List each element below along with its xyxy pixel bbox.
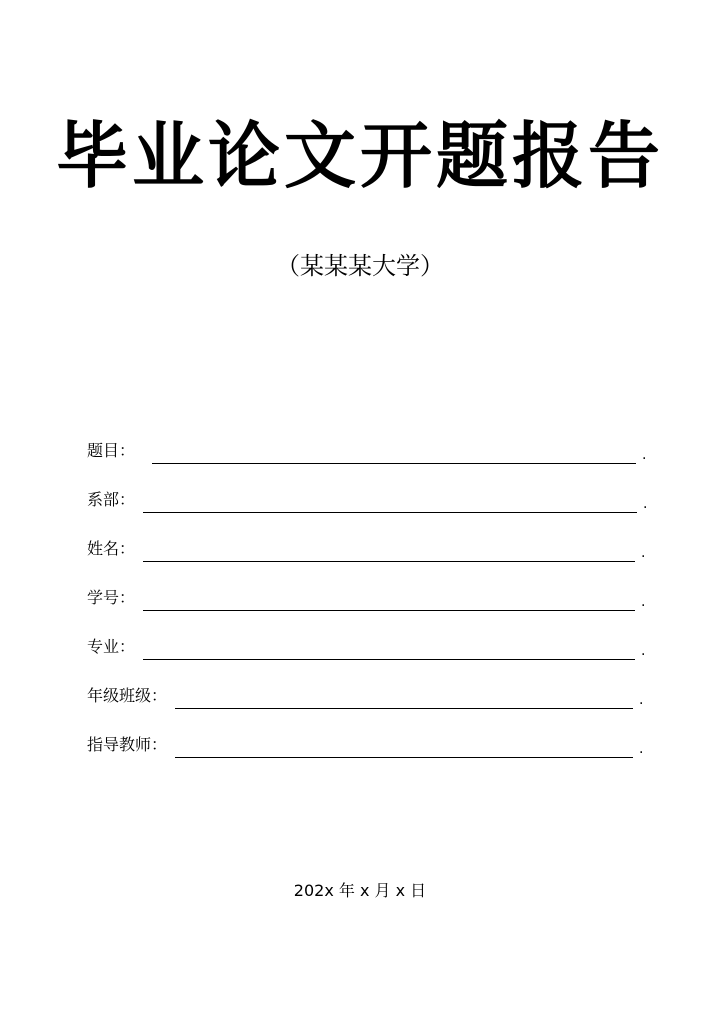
field-student-id <box>87 585 645 611</box>
field-student-id-input[interactable] <box>143 588 635 611</box>
field-student-id-label: 学号： <box>87 588 136 607</box>
field-major-period: . <box>641 643 646 659</box>
field-topic-period: . <box>642 447 647 463</box>
field-topic <box>87 438 646 464</box>
field-grade-class-input[interactable] <box>175 686 633 709</box>
field-name-label: 姓名： <box>87 539 136 558</box>
field-advisor-input[interactable] <box>175 735 633 758</box>
document-title: 毕业论文开题报告 <box>55 114 664 198</box>
field-major <box>87 634 645 660</box>
field-major-input[interactable] <box>143 637 635 660</box>
field-grade-class <box>87 683 643 709</box>
field-student-id-period: . <box>641 594 646 610</box>
report-date: 202x 年 x 月 x 日 <box>293 881 427 900</box>
field-name-period: . <box>641 545 646 561</box>
field-major-label: 专业： <box>87 637 136 656</box>
field-department-label: 系部： <box>87 490 136 509</box>
field-advisor-period: . <box>639 741 644 757</box>
field-department-input[interactable] <box>143 490 637 513</box>
university-name: （某某某大学） <box>276 252 444 280</box>
field-department-period: . <box>643 496 648 512</box>
field-advisor <box>87 732 643 758</box>
field-name-input[interactable] <box>143 539 635 562</box>
field-grade-class-label: 年级班级： <box>87 686 168 705</box>
field-name <box>87 536 645 562</box>
field-topic-label: 题目： <box>87 441 136 460</box>
field-department <box>87 487 647 513</box>
field-advisor-label: 指导教师： <box>87 735 168 754</box>
field-topic-input[interactable] <box>152 441 636 464</box>
field-grade-class-period: . <box>639 692 644 708</box>
